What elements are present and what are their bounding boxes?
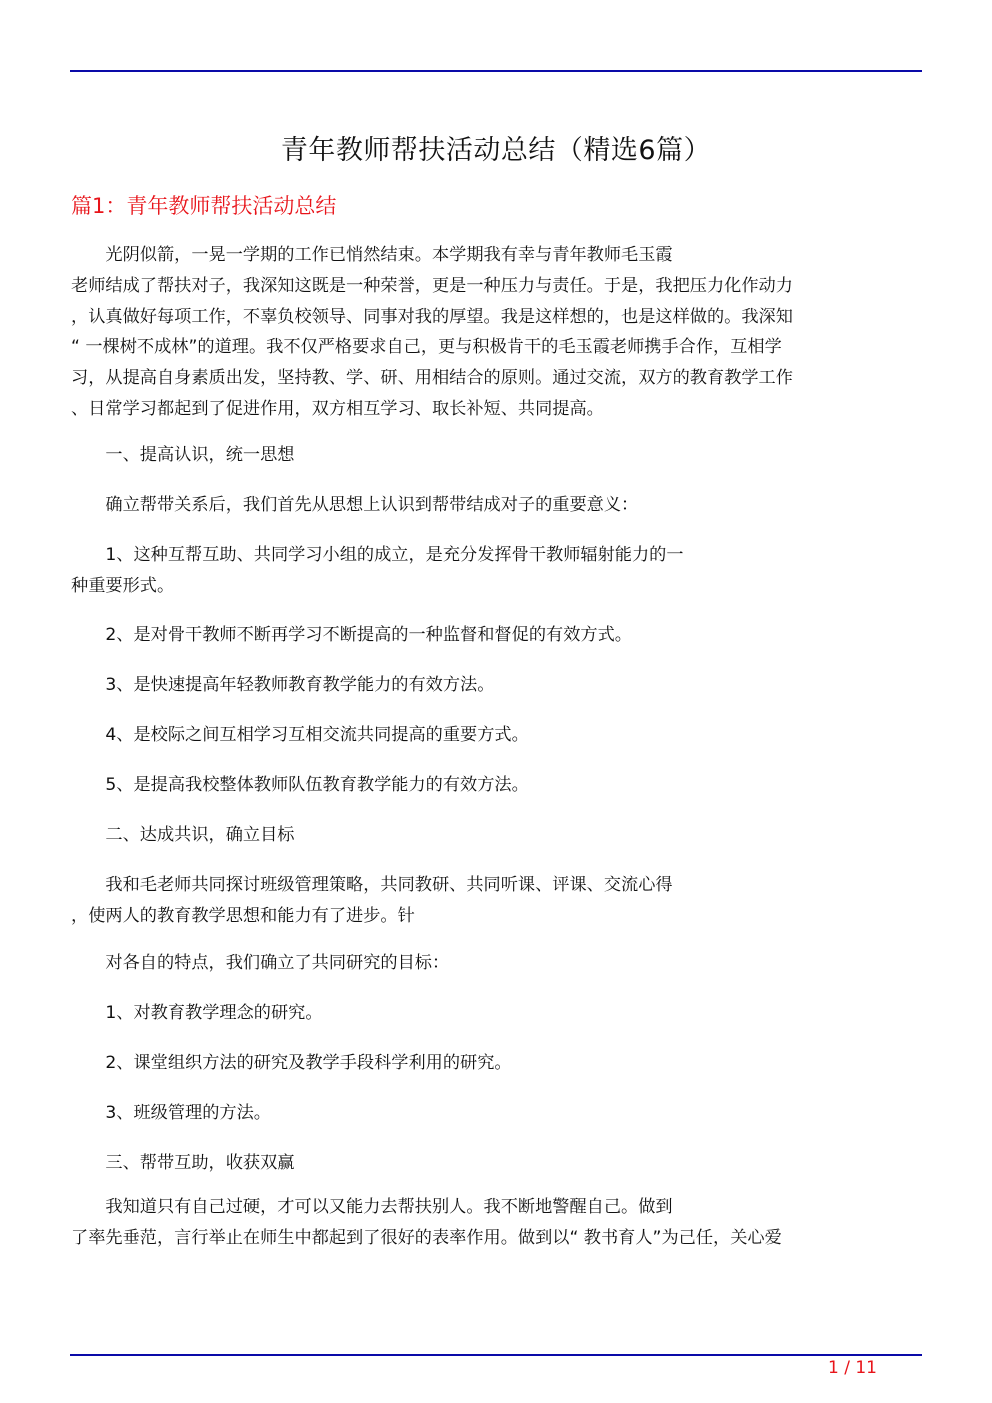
paragraph: [71, 820, 916, 851]
paragraph-line: “ 一棵树不成林”的道理。我不仅严格要求自己，更与积极肯干的毛玉霞老师携手合作，互相学: [71, 337, 782, 358]
paragraph-line: 种重要形式。: [71, 575, 175, 596]
paragraph-line: 了率先垂范，言行举止在师生中都起到了很好的表率作用。做到以“ 教书育人”为己任，关心爱: [71, 1227, 782, 1248]
paragraph-line: 我和毛老师共同探讨班级管理策略，共同教研、共同听课、评课、交流心得: [71, 875, 673, 895]
paragraph: [71, 620, 916, 651]
footer-rule: [70, 1354, 922, 1356]
paragraph: [71, 1048, 916, 1079]
paragraph-line: 1、对教育教学理念的研究。: [71, 1003, 323, 1023]
paragraph-line: 2、课堂组织方法的研究及教学手段科学利用的研究。: [71, 1053, 512, 1073]
paragraph: [71, 998, 916, 1029]
paragraph: [71, 490, 916, 521]
paragraph-line: 一、提高认识，统一思想: [71, 445, 295, 465]
paragraph-line: 老师结成了帮扶对子，我深知这既是一种荣誉，更是一种压力与责任。于是，我把压力化作动力: [71, 275, 793, 296]
paragraph: [71, 540, 916, 602]
document-title: 青年教师帮扶活动总结（精选6篇）: [280, 135, 712, 166]
paragraph-line: 三、帮带互助，收获双赢: [71, 1153, 295, 1173]
paragraph-line: 4、是校际之间互相学习互相交流共同提高的重要方式。: [71, 725, 529, 745]
paragraph-line: 二、达成共识，确立目标: [71, 825, 295, 845]
paragraph: [71, 948, 916, 979]
paragraph: [71, 1148, 916, 1179]
paragraph: [71, 1192, 916, 1254]
paragraph-line: 3、班级管理的方法。: [71, 1103, 271, 1123]
page-indicator: 1 / 11: [828, 1358, 877, 1378]
paragraph: [71, 870, 916, 932]
paragraph-line: 1、这种互帮互助、共同学习小组的成立，是充分发挥骨干教师辐射能力的一: [71, 545, 684, 565]
paragraph-line: 光阴似箭，一晃一学期的工作已悄然结束。本学期我有幸与青年教师毛玉霞: [71, 245, 673, 265]
paragraph-line: 习，从提高自身素质出发，坚持教、学、研、用相结合的原则。通过交流，双方的教育教学工作: [71, 368, 793, 389]
paragraph-line: 3、是快速提高年轻教师教育教学能力的有效方法。: [71, 675, 495, 695]
paragraph-line: ，认真做好每项工作，不辜负校领导、同事对我的厚望。我是这样想的，也是这样做的。我深知: [71, 306, 793, 327]
paragraph: [71, 720, 916, 751]
paragraph: [71, 440, 916, 471]
section-heading: 篇1：青年教师帮扶活动总结: [71, 194, 337, 218]
paragraph-line: 、日常学习都起到了促进作用，双方相互学习、取长补短、共同提高。: [71, 398, 604, 419]
paragraph: [71, 670, 916, 701]
paragraph-line: 对各自的特点，我们确立了共同研究的目标：: [71, 953, 450, 973]
paragraph-line: 5、是提高我校整体教师队伍教育教学能力的有效方法。: [71, 775, 529, 795]
paragraph-line: 我知道只有自己过硬，才可以又能力去帮扶别人。我不断地警醒自己。做到: [71, 1197, 673, 1217]
paragraph: [71, 770, 916, 801]
paragraph-line: ，使两人的教育教学思想和能力有了进步。针: [71, 905, 415, 926]
paragraph-line: 确立帮带关系后，我们首先从思想上认识到帮带结成对子的重要意义：: [71, 495, 639, 515]
header-rule: [70, 70, 922, 72]
paragraph: [71, 1098, 916, 1129]
paragraph-line: 2、是对骨干教师不断再学习不断提高的一种监督和督促的有效方式。: [71, 625, 632, 645]
paragraph: [71, 240, 916, 425]
